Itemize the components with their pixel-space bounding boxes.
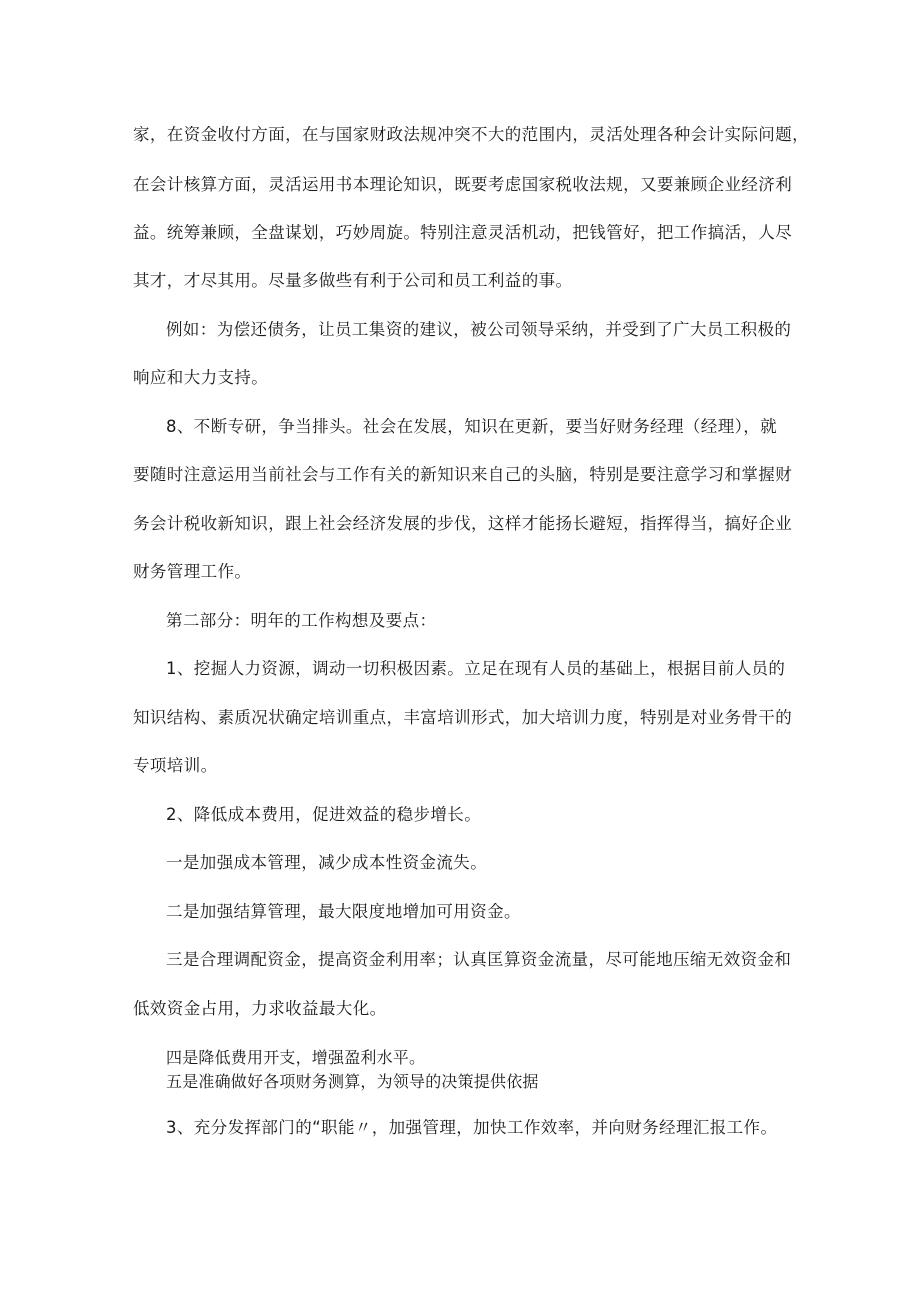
text-line-16: 一是加强成本管理，减少成本性资金流失。 bbox=[166, 853, 488, 872]
text-line-3: 益。统筹兼顾，全盘谋划，巧妙周旋。特别注意灵活机动，把钱管好，把工作搞活，人尽 bbox=[133, 223, 793, 242]
text-line-12: 1、挖掘人力资源，调动一切积极因素。立足在现有人员的基础上，根据目前人员的 bbox=[166, 659, 786, 678]
text-line-6: 响应和大力支持。 bbox=[133, 368, 269, 387]
text-line-10: 财务管理工作。 bbox=[133, 562, 252, 581]
section-heading: 第二部分：明年的工作构想及要点： bbox=[166, 611, 437, 630]
text-line-9: 务会计税收新知识，跟上社会经济发展的步伐，这样才能扬长避短，指挥得当，搞好企业 bbox=[133, 514, 793, 533]
text-line-2: 在会计核算方面，灵活运用书本理论知识，既要考虑国家税收法规，又要兼顾企业经济利 bbox=[133, 175, 793, 194]
text-line-20: 四是降低费用开支，增强盈利水平。 bbox=[166, 1048, 426, 1067]
text-line-19: 低效资金占用，力求收益最大化。 bbox=[133, 999, 387, 1018]
text-line-8: 要随时注意运用当前社会与工作有关的新知识来自己的头脑，特别是要注意学习和掌握财 bbox=[133, 465, 793, 484]
text-line-14: 专项培训。 bbox=[133, 756, 218, 775]
text-line-5: 例如：为偿还债务，让员工集资的建议，被公司领导采纳，并受到了广大员工积极的 bbox=[166, 320, 792, 339]
text-line-18: 三是合理调配资金，提高资金利用率；认真匡算资金流量，尽可能地压缩无效资金和 bbox=[166, 950, 792, 969]
text-line-15: 2、降低成本费用，促进效益的稳步增长。 bbox=[166, 805, 482, 824]
text-line-21: 五是准确做好各项财务测算，为领导的决策提供依据 bbox=[166, 1072, 539, 1091]
text-line-7: 8、不断专研，争当排头。社会在发展，知识在更新，要当好财务经理（经理），就 bbox=[166, 417, 778, 436]
text-line-4: 其才，才尽其用。尽量多做些有利于公司和员工利益的事。 bbox=[133, 271, 573, 290]
text-line-1: 家，在资金收付方面，在与国家财政法规冲突不大的范围内，灵活处理各种会计实际问题， bbox=[133, 125, 809, 144]
text-line-22: 3、充分发挥部门的“职能〃，加强管理，加快工作效率，并向财务经理汇报工作。 bbox=[166, 1118, 778, 1137]
text-line-17: 二是加强结算管理，最大限度地增加可用资金。 bbox=[166, 902, 521, 921]
text-line-13: 知识结构、素质况状确定培训重点，丰富培训形式，加大培训力度，特别是对业务骨干的 bbox=[133, 708, 793, 727]
